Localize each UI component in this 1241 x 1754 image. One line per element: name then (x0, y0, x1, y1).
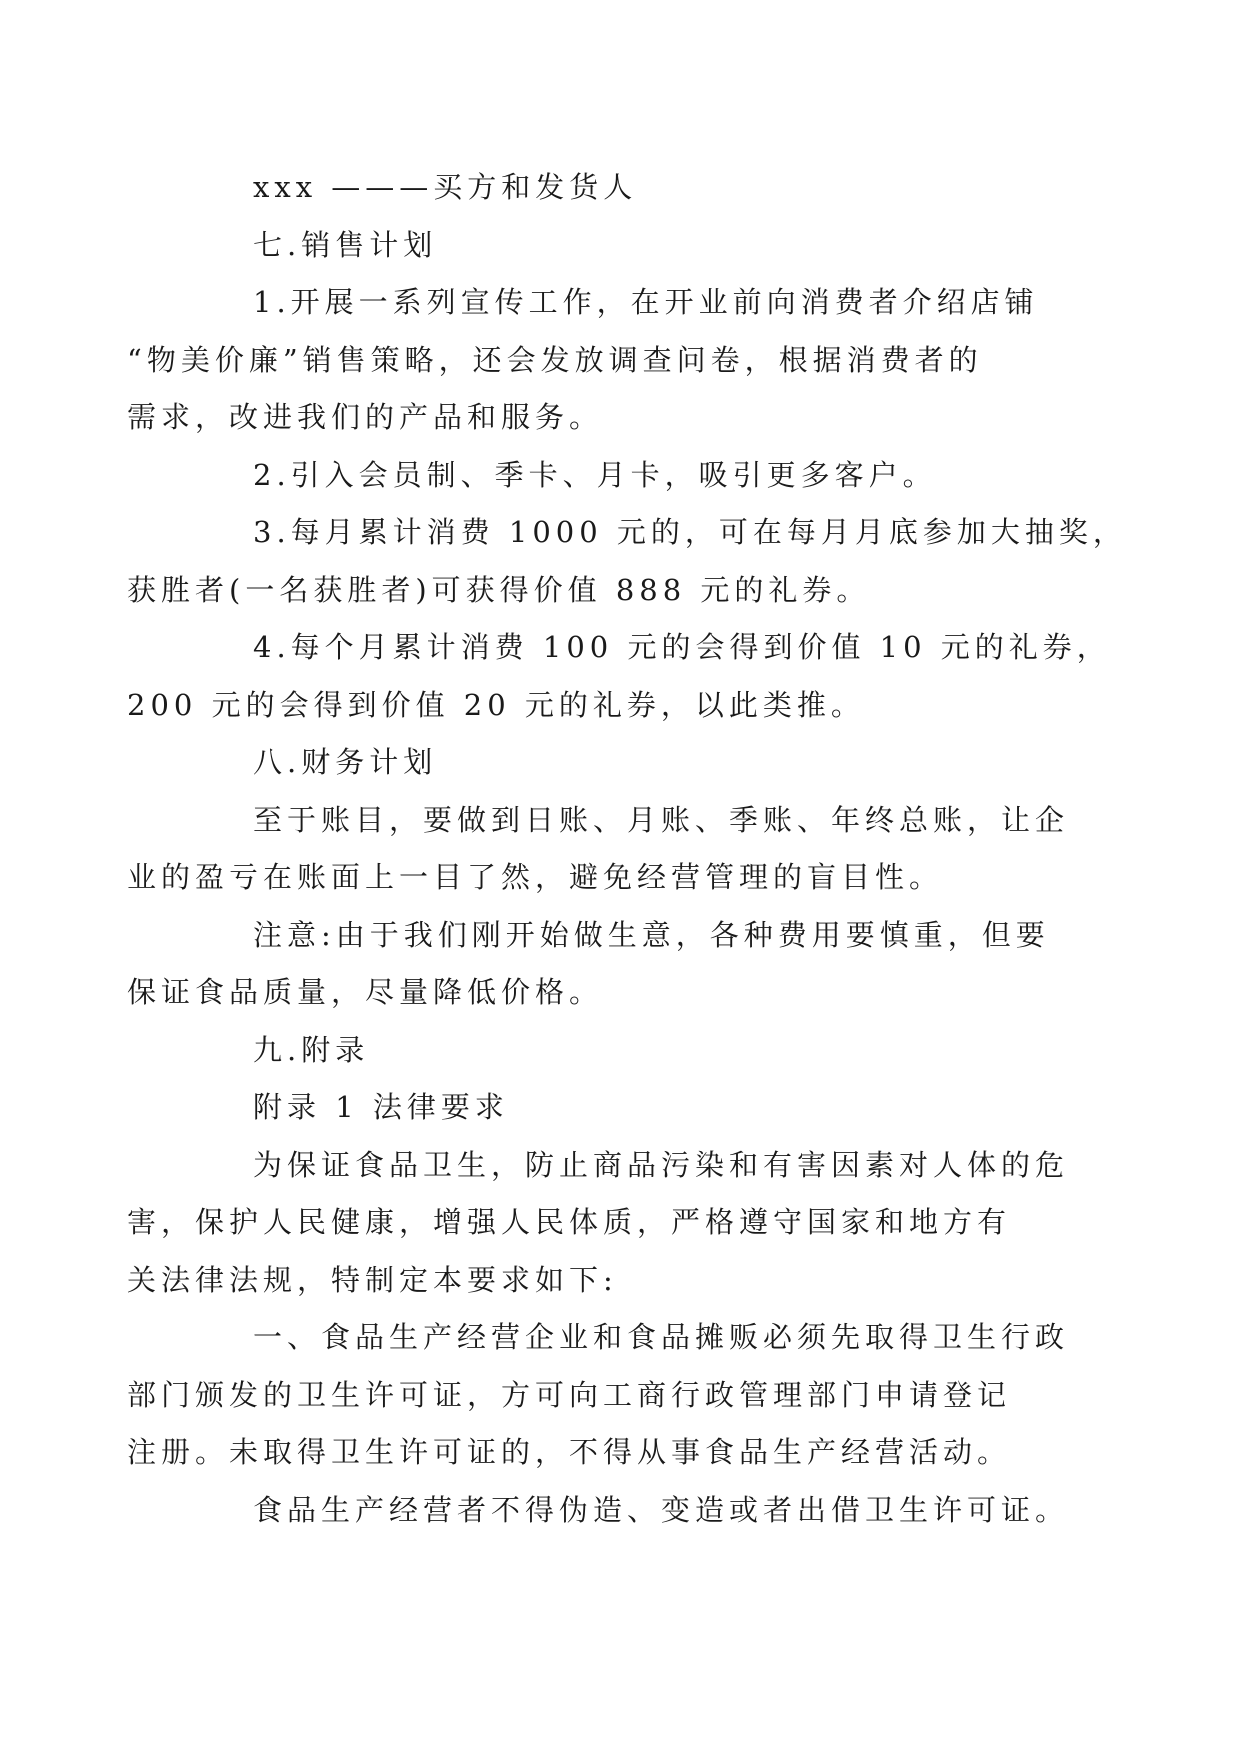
text-line: 业的盈亏在账面上一目了然，避免经营管理的盲目性。 (127, 860, 944, 894)
text-line: xxx ———买方和发货人 (253, 170, 638, 204)
text-line: 注册。未取得卫生许可证的，不得从事食品生产经营活动。 (127, 1435, 1012, 1469)
text-line: 九.附录 (253, 1032, 370, 1067)
text-line: 关法律法规，特制定本要求如下: (127, 1262, 618, 1297)
text-line: 七.销售计划 (253, 227, 438, 262)
section-heading-appendix (190, 1022, 1060, 1080)
text-line: 一、食品生产经营企业和食品摊贩必须先取得卫生行政 (253, 1320, 1070, 1354)
text-line: 附录 1 法律要求 (253, 1090, 509, 1124)
sales-item-1 (127, 274, 1060, 447)
text-line: 1.开展一系列宣传工作，在开业前向消费者介绍店铺 (253, 285, 1039, 319)
text-line: 获胜者(一名获胜者)可获得价值 888 元的礼券。 (127, 572, 871, 607)
financial-paragraph (127, 792, 1070, 907)
text-line: 至于账目，要做到日账、月账、季账、年终总账，让企 (253, 802, 1070, 837)
text-line: 2.引入会员制、季卡、月卡，吸引更多客户。 (253, 457, 937, 492)
text-line: 注意:由于我们刚开始做生意，各种费用要慎重，但要 (253, 917, 1050, 952)
text-line: “物美价廉”销售策略，还会发放调查问卷，根据消费者的 (127, 342, 983, 377)
text-line: 保证食品质量，尽量降低价格。 (127, 975, 604, 1009)
text-line: 需求，改进我们的产品和服务。 (127, 400, 604, 434)
sales-item-3 (127, 504, 1127, 619)
text-line: 200 元的会得到价值 20 元的礼券，以此类推。 (127, 687, 865, 722)
text-line: 部门颁发的卫生许可证，方可向工商行政管理部门申请登记 (127, 1377, 1012, 1412)
license-paragraph (190, 1482, 1070, 1540)
document-body (127, 159, 1127, 1539)
text-line: 害，保护人民健康，增强人民体质，严格遵守国家和地方有 (127, 1205, 1012, 1239)
sales-item-4 (127, 619, 1111, 734)
appendix-1-heading (190, 1079, 1060, 1137)
text-line: 八.财务计划 (253, 745, 438, 779)
text-line: 4.每个月累计消费 100 元的会得到价值 10 元的礼券， (253, 630, 1111, 664)
appendix-intro-paragraph (127, 1137, 1070, 1310)
requirement-1-paragraph (127, 1309, 1070, 1482)
sales-item-2 (190, 447, 1060, 505)
note-paragraph (127, 907, 1060, 1022)
text-line: 为保证食品卫生，防止商品污染和有害因素对人体的危 (253, 1147, 1070, 1182)
buyer-shipper-line (190, 159, 1060, 217)
text-line: 食品生产经营者不得伪造、变造或者出借卫生许可证。 (253, 1492, 1070, 1527)
section-heading-sales-plan (190, 217, 1060, 275)
text-line: 3.每月累计消费 1000 元的，可在每月月底参加大抽奖， (253, 515, 1127, 549)
section-heading-financial-plan (190, 734, 1060, 792)
